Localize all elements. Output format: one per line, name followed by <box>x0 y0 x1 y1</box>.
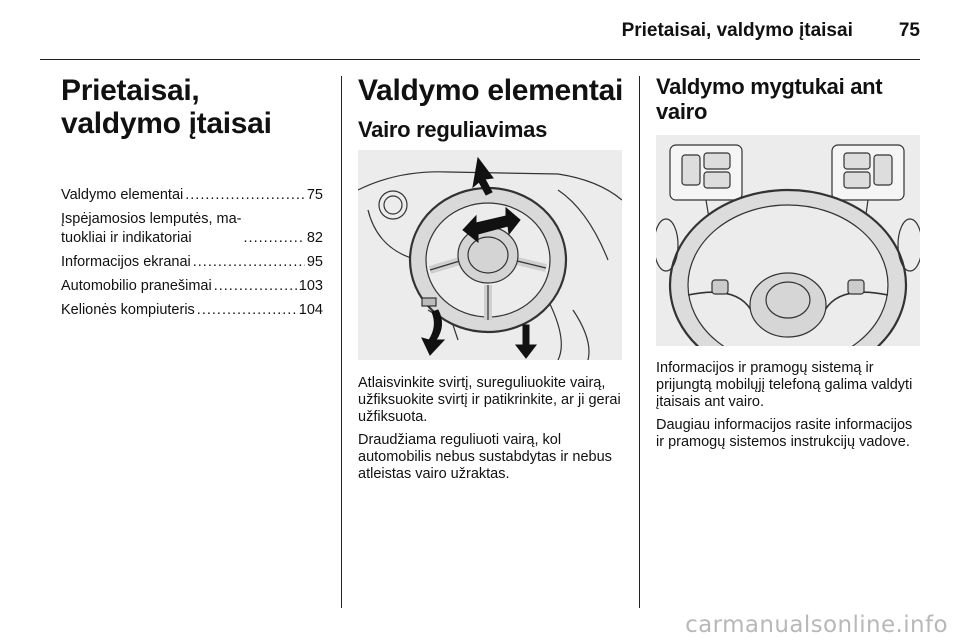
toc-entry[interactable] <box>61 186 323 205</box>
toc-entry-label: Automobilio pranešimai <box>61 278 212 294</box>
chapter-title: Prietaisai, valdymo įtaisai <box>61 74 272 140</box>
table-of-contents <box>61 186 323 320</box>
paragraph: Daugiau informacijos rasite informacijos ir pramogų sistemos instrukcijų vadove. <box>656 417 913 450</box>
toc-leader <box>185 186 305 205</box>
toc-leader <box>214 277 297 296</box>
toc-leader <box>197 301 297 320</box>
toc-entry-label: Įspėjamosios lemputės, ma- tuokliai ir indikatoriai <box>61 211 242 246</box>
header-title: Prietaisai, valdymo įtaisai <box>621 20 853 41</box>
toc-entry-page: 103 <box>298 278 323 294</box>
column-divider-2 <box>639 76 640 608</box>
toc-entry-label: Kelionės kompiuteris <box>61 302 195 318</box>
paragraph: Informacijos ir pramogų sistemą ir prijungtą mobilųjį telefoną galima valdyti įtaisais ant vairo. <box>656 360 913 410</box>
header-rule <box>40 59 920 60</box>
page-header <box>560 20 920 42</box>
steering-buttons-text <box>656 360 918 457</box>
column-divider-1 <box>341 76 342 608</box>
steering-adjust-text <box>358 375 628 489</box>
column-controls <box>358 74 624 142</box>
toc-entry[interactable] <box>61 210 323 248</box>
steering-adjust-illustration <box>358 150 622 360</box>
paragraph: Atlaisvinkite svirtį, sureguliuokite vairą, užfiksuokite svirtį ir patikrinkite, ar ji gerai užfiksuota. <box>358 375 621 425</box>
toc-leader <box>244 229 305 248</box>
toc-entry-label: Valdymo elementai <box>61 187 184 203</box>
toc-entry[interactable] <box>61 301 323 320</box>
toc-entry-page: 75 <box>306 187 323 203</box>
steering-wheel-adjust-drawing <box>358 150 622 360</box>
watermark: carmanualsonline.info <box>685 612 948 638</box>
toc-entry-label: Informacijos ekranai <box>61 254 191 270</box>
column-chapter <box>61 74 323 325</box>
paragraph: Draudžiama reguliuoti vairą, kol automobilis nebus sustabdytas ir nebus atleistas vairo užraktas. <box>358 432 612 482</box>
toc-entry[interactable] <box>61 277 323 296</box>
steering-wheel-buttons-drawing <box>656 135 920 346</box>
steering-buttons-illustration <box>656 135 920 346</box>
column-steering-buttons <box>656 74 922 124</box>
toc-entry-page: 95 <box>306 254 323 270</box>
section-title: Valdymo mygtukai ant vairo <box>656 74 883 124</box>
toc-entry[interactable] <box>61 253 323 272</box>
toc-leader <box>193 253 305 272</box>
toc-entry-page: 82 <box>306 230 323 246</box>
page-number: 75 <box>898 20 920 41</box>
section-subtitle: Vairo reguliavimas <box>358 117 548 142</box>
section-title: Valdymo elementai <box>358 74 624 107</box>
toc-entry-page: 104 <box>298 302 323 318</box>
